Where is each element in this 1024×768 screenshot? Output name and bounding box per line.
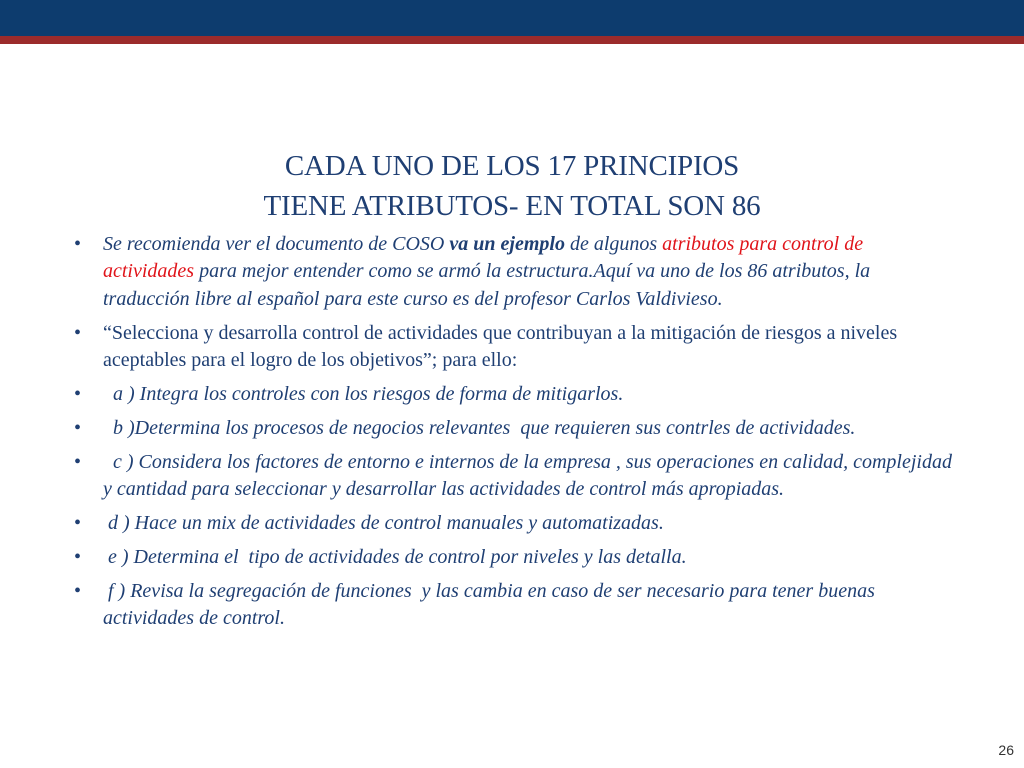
slide-content (72, 231, 957, 639)
bullet-item-1 (72, 231, 952, 313)
header-stripe (0, 36, 1024, 44)
bullet-1-highlight-text: atributos para control de actividades (103, 233, 864, 283)
bullet-5-text: c ) Considera los factores de entorno e internos de la empresa , sus operaciones en calidad, complejidad y cantidad para seleccionar y desarrollar las actividades de control más apropiadas. (103, 450, 957, 501)
bullet-7-text: e ) Determina el tipo de actividades de control por niveles y las detalla. (103, 546, 687, 569)
bullet-2-text: “Selecciona y desarrolla control de actividades que contribuyan a la mitigación de riesgos a niveles aceptables para el logro de los objetivos”; para ello: (103, 321, 898, 372)
slide-title-line-2: TIENE ATRIBUTOS- EN TOTAL SON 86 (263, 190, 761, 222)
header-bar (0, 0, 1024, 36)
slide-title (0, 146, 1024, 226)
bullet-item-5 (72, 449, 957, 504)
bullet-1-bold-text: va un ejemplo (449, 233, 565, 255)
bullet-item-7 (72, 544, 952, 571)
bullet-item-2 (72, 320, 952, 375)
bullet-item-6 (72, 510, 952, 537)
bullet-8-text: f ) Revisa la segregación de funciones y las cambia en caso de ser necesario para tener buenas actividades de control. (103, 579, 880, 630)
bullet-item-8 (72, 578, 952, 633)
bullet-4-text: b )Determina los procesos de negocios relevantes que requieren sus contrles de actividades. (103, 416, 856, 439)
bullet-6-text: d ) Hace un mix de actividades de control manuales y automatizadas. (103, 512, 664, 535)
bullet-1-text-c: para mejor entender como se armó la estructura.Aquí va uno de los 86 atributos, la traducción libre al español para este curso es del profesor Carlos Valdivieso. (103, 260, 871, 310)
bullet-list (72, 231, 957, 633)
page-number: 26 (998, 742, 1014, 758)
bullet-1-text-a: Se recomienda ver el documento de COSO (103, 233, 450, 255)
bullet-3-text: a ) Integra los controles con los riesgos de forma de mitigarlos. (103, 383, 624, 406)
bullet-1-text-b: de algunos (564, 233, 663, 255)
bullet-item-3 (72, 381, 952, 408)
slide-title-line-1: CADA UNO DE LOS 17 PRINCIPIOS (284, 150, 740, 182)
bullet-item-4 (72, 415, 952, 442)
